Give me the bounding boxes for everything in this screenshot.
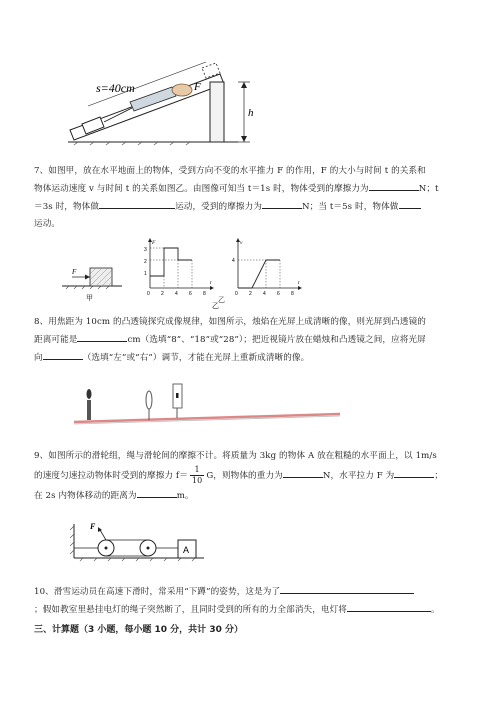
graph1-y-tick: 1 [144, 271, 147, 277]
ramp-h-label: h [248, 107, 254, 119]
graph2-x-tick: 4 [263, 291, 266, 297]
graph1-y-axis: F [152, 240, 156, 246]
section-heading-calculation: 三、计算题（3 小题，每小题 10 分，共计 30 分） [34, 625, 243, 635]
q9-line-1: 9、如图所示的滑轮组，绳与滑轮间的摩擦不计。将质量为 3kg 的物体 A 放在粗糙的水平面上，以 1m/s [34, 451, 437, 461]
optical-bench-figure [70, 378, 350, 430]
graph1-x-tick: 8 [203, 291, 206, 297]
q8-blank-distance[interactable] [77, 331, 127, 342]
q7-line-3: ＝3s 时，物体做 运动，受到的摩擦力为 N；当 t＝5s 时，物体做 [34, 198, 474, 216]
q7-blank-friction-3s[interactable] [262, 198, 302, 209]
pulley-a-label: A [183, 545, 190, 555]
ramp-figure [60, 54, 280, 146]
q7-blank-friction-1s[interactable] [369, 180, 419, 191]
q7-graph-v-t [212, 236, 308, 310]
q7-yi-caption: 乙 [218, 296, 225, 304]
graph2-x-tick: 6 [277, 291, 280, 297]
pulley-figure [70, 520, 210, 564]
graph1-y-tick: 2 [144, 259, 147, 265]
q9-line-2: 的速度匀速拉动物体时受到的摩擦力 f＝ $\frac{1}{10}$ G，则物体的重力为 N，水平拉力 F 为 ； [34, 465, 444, 485]
graph2-y-axis: v [240, 240, 243, 246]
q9-blank-force[interactable] [394, 467, 434, 478]
q7-yi-label: 乙 [212, 302, 219, 310]
question-7 [34, 163, 474, 233]
q10-blank-lamp[interactable] [347, 601, 431, 612]
graph2-x-tick: 0 [235, 291, 238, 297]
q9-blank-distance[interactable] [137, 487, 177, 498]
q7-blank-motion-5s[interactable] [399, 198, 421, 209]
graph1-x-tick: 4 [175, 291, 178, 297]
q8-line-2: 距离可能是 cm（选填“8”、“18”或“28”）；把近视镜片放在蜡烛和凸透镜之间，应将光屏 [34, 331, 474, 349]
q10-line-1: 10、滑雪运动员在高速下滑时，常采用“下蹲”的姿势，这是为了 [34, 583, 474, 601]
q7-jia-f-label: F [72, 268, 77, 276]
graph2-x-tick: 2 [249, 291, 252, 297]
q9-fraction: $\frac{1}{10}$ [191, 465, 203, 485]
q9-line-3: 在 2s 内物体移动的距离为 m。 [34, 487, 474, 505]
ramp-s-label: s=40cm [96, 81, 135, 95]
question-8 [34, 314, 474, 367]
graph2-y-tick: 4 [232, 258, 235, 264]
q7-line-4: 运动。 [34, 219, 61, 229]
graph1-x-tick: 6 [189, 291, 192, 297]
graph2-x-tick: 8 [291, 291, 294, 297]
q7-blank-motion-3s[interactable] [99, 198, 175, 209]
graph1-x-axis: t [210, 280, 212, 286]
pulley-f-label: F [90, 522, 96, 531]
graph2-x-axis: t [298, 280, 300, 286]
graph1-y-tick: 3 [144, 247, 147, 253]
q8-blank-direction[interactable] [43, 349, 83, 360]
q7-line-2: 物体运动速度 v 与时间 t 的关系如图乙。由图像可知当 t＝1s 时，物体受到的摩擦力为 N；t [34, 180, 474, 198]
q10-line-2: ；假如教室里悬挂电灯的绳子突然断了，且同时受到的所有的力全部消失，电灯将 。 [34, 601, 474, 619]
q7-graph-f-t [140, 236, 220, 298]
q7-jia-label: 甲 [86, 294, 93, 302]
q9-blank-gravity[interactable] [283, 467, 323, 478]
q8-line-1: 8、用焦距为 10cm 的凸透镜探究成像规律，如图所示，烛焰在光屏上成清晰的像，则光屏到凸透镜的 [34, 317, 426, 327]
q7-figure-jia [60, 256, 130, 304]
question-10 [34, 583, 474, 619]
q7-line-1: 7、如图甲，放在水平地面上的物体，受到方向不变的水平推力 F 的作用，F 的大小与时间 t 的关系和 [34, 166, 426, 176]
ramp-f-label: F [194, 81, 201, 93]
graph1-x-tick: 0 [147, 291, 150, 297]
question-9 [34, 448, 474, 505]
q8-line-3: 向 （选填“左”或“右”）调节，才能在光屏上重新成清晰的像。 [34, 349, 474, 367]
graph1-x-tick: 2 [161, 291, 164, 297]
q10-blank-reason[interactable] [280, 583, 414, 594]
